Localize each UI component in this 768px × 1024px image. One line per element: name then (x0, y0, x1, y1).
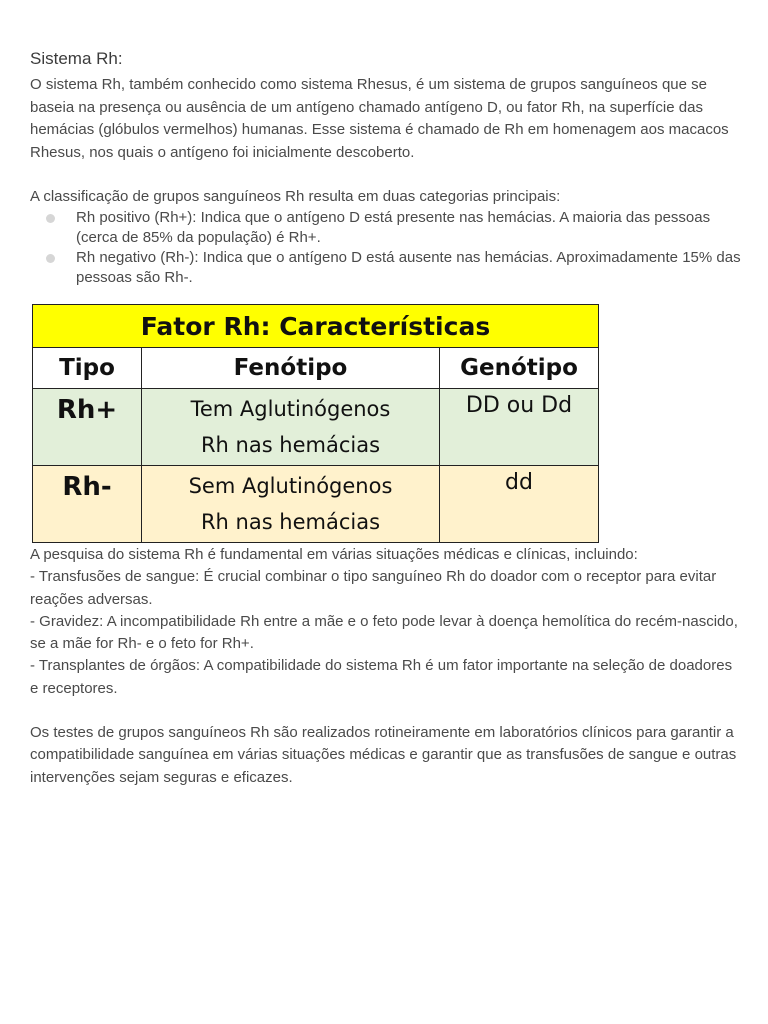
cell-fenotipo (142, 389, 440, 466)
research-line: - Transplantes de órgãos: A compatibilidade do sistema Rh é um fator importante na seleção de doadores e receptores. (30, 657, 733, 697)
rh-characteristics-table (32, 304, 599, 543)
classification-intro: A classificação de grupos sanguíneos Rh resulta em duas categorias principais: (30, 188, 561, 205)
fenotipo-line: Tem Aglutinógenos (190, 397, 391, 421)
document-body (30, 48, 742, 288)
cell-fenotipo (142, 466, 440, 543)
research-line: - Transfusões de sangue: É crucial combinar o tipo sanguíneo Rh do doador com o receptor para evitar reações adversas. (30, 568, 717, 608)
closing-paragraph: Os testes de grupos sanguíneos Rh são realizados rotineiramente em laboratórios clínicos para garantir a compatibilidade sanguínea em várias situações médicas e garantir que as transfusões de sangue e outras intervenções sejam seguras e eficazes. (30, 724, 737, 786)
cell-tipo: Rh- (33, 466, 142, 543)
fenotipo-line: Rh nas hemácias (200, 510, 381, 534)
classification-list (30, 208, 742, 288)
table-row (33, 466, 599, 543)
cell-tipo: Rh+ (33, 389, 142, 466)
intro-paragraph: O sistema Rh, também conhecido como sistema Rhesus, é um sistema de grupos sanguíneos que se baseia na presença ou ausência de um antígeno chamado antígeno D, ou fator Rh, na superfície das hemácias (glóbulos vermelhos) humanas. Esse sistema é chamado de Rh em homenagem aos macacos Rhesus, nos quais o antígeno foi inicialmente descoberto. (30, 76, 729, 161)
list-item-text: Rh positivo (Rh+): Indica que o antígeno D está presente nas hemácias. A maioria das pessoas (cerca de 85% da população) é Rh+. (76, 209, 711, 246)
column-header-tipo: Tipo (33, 348, 142, 389)
cell-genotipo: DD ou Dd (440, 389, 599, 466)
section-heading: Sistema Rh: (30, 49, 123, 68)
research-line: A pesquisa do sistema Rh é fundamental em várias situações médicas e clínicas, incluindo: (30, 546, 638, 563)
fenotipo-line: Sem Aglutinógenos (188, 474, 393, 498)
fenotipo-line: Rh nas hemácias (200, 433, 381, 457)
table-row (33, 389, 599, 466)
list-item (30, 208, 742, 248)
list-item-text: Rh negativo (Rh-): Indica que o antígeno D está ausente nas hemácias. Aproximadamente 15% das pessoas são Rh-. (76, 249, 741, 286)
column-header-genotipo: Genótipo (440, 348, 599, 389)
bullet-icon (46, 254, 55, 263)
column-header-fenotipo: Fenótipo (142, 348, 440, 389)
bullet-icon (46, 214, 55, 223)
table-title: Fator Rh: Características (33, 305, 599, 348)
cell-genotipo: dd (440, 466, 599, 543)
research-section (30, 544, 742, 789)
list-item (30, 248, 742, 288)
research-line: - Gravidez: A incompatibilidade Rh entre a mãe e o feto pode levar à doença hemolítica do recém-nascido, se a mãe for Rh- e o feto for Rh+. (30, 612, 738, 653)
